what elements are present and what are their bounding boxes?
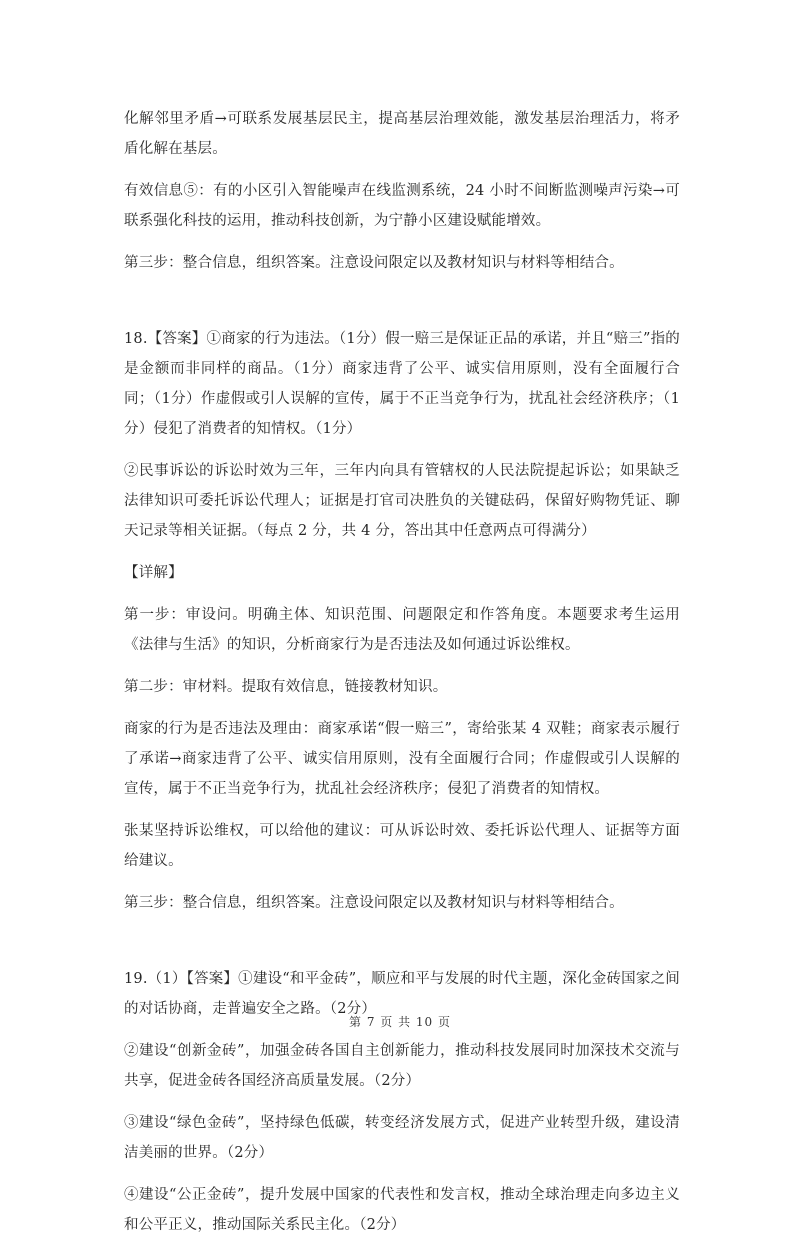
q18-answer-2: ②民事诉讼的诉讼时效为三年，三年内向具有管辖权的人民法院提起诉讼；如果缺乏法律知识可委托诉讼代理人；证据是打官司决胜负的关键砝码，保留好购物凭证、聊天记录等相关证据。（每点 2 分，共 4 分，答出其中任意两点可得满分） [124, 463, 680, 539]
q18-analysis-1: 商家的行为是否违法及理由：商家承诺“假一赔三”，寄给张某 4 双鞋；商家表示履行了承诺→商家违背了公平、诚实信用原则，没有全面履行合同；作虚假或引人误解的宣传，属于不正当竞争行为，扰乱社会经济秩序；侵犯了消费者的知情权。 [124, 721, 680, 797]
page-number: 第 7 页 共 10 页 [349, 1015, 451, 1029]
q19-item-4: ④建设“公正金砖”，提升发展中国家的代表性和发言权，推动全球治理走向多边主义和公平正义，推动国际关系民主化。（2分） [124, 1187, 680, 1233]
q18-analysis-2: 张某坚持诉讼维权，可以给他的建议：可从诉讼时效、委托诉讼代理人、证据等方面给建议。 [124, 823, 680, 869]
q19-item-2: ②建设“创新金砖”，加强金砖各国自主创新能力，推动科技发展同时加深技术交流与共享，促进金砖各国经济高质量发展。（2分） [124, 1043, 680, 1089]
paragraph-step-3-q17: 第三步：整合信息，组织答案。注意设问限定以及教材知识与材料等相结合。 [124, 255, 624, 271]
q18-step-3: 第三步：整合信息，组织答案。注意设问限定以及教材知识与材料等相结合。 [124, 895, 624, 911]
q19-item-3: ③建设“绿色金砖”，坚持绿色低碳，转变经济发展方式，促进产业转型升级，建设清洁美丽的世界。（2分） [124, 1115, 680, 1161]
document-body [124, 104, 680, 1240]
q18-detail-heading: 【详解】 [124, 565, 183, 581]
q18-answer-1: 18.【答案】①商家的行为违法。（1分）假一赔三是保证正品的承诺，并且“赔三”指的是金额而非同样的商品。（1分）商家违背了公平、诚实信用原则，没有全面履行合同；（1分）作虚假或引人误解的宣传，属于不正当竞争行为，扰乱社会经济秩序；（1分）侵犯了消费者的知情权。（1分） [124, 331, 680, 437]
q18-step-2: 第二步：审材料。提取有效信息，链接教材知识。 [124, 679, 448, 695]
paragraph-effective-info-5: 有效信息⑤：有的小区引入智能噪声在线监测系统，24 小时不间断监测噪声污染→可联系强化科技的运用，推动科技创新，为宁静小区建设赋能增效。 [124, 183, 680, 229]
paragraph-resolve-conflicts: 化解邻里矛盾→可联系发展基层民主，提高基层治理效能，激发基层治理活力，将矛盾化解在基层。 [124, 111, 680, 157]
q19-item-1: 19.（1）【答案】①建设“和平金砖”，顺应和平与发展的时代主题，深化金砖国家之间的对话协商，走普遍安全之路。（2分） [124, 971, 680, 1017]
q18-step-1: 第一步：审设问。明确主体、知识范围、问题限定和作答角度。本题要求考生运用《法律与生活》的知识，分析商家行为是否违法及如何通过诉讼维权。 [124, 607, 680, 653]
